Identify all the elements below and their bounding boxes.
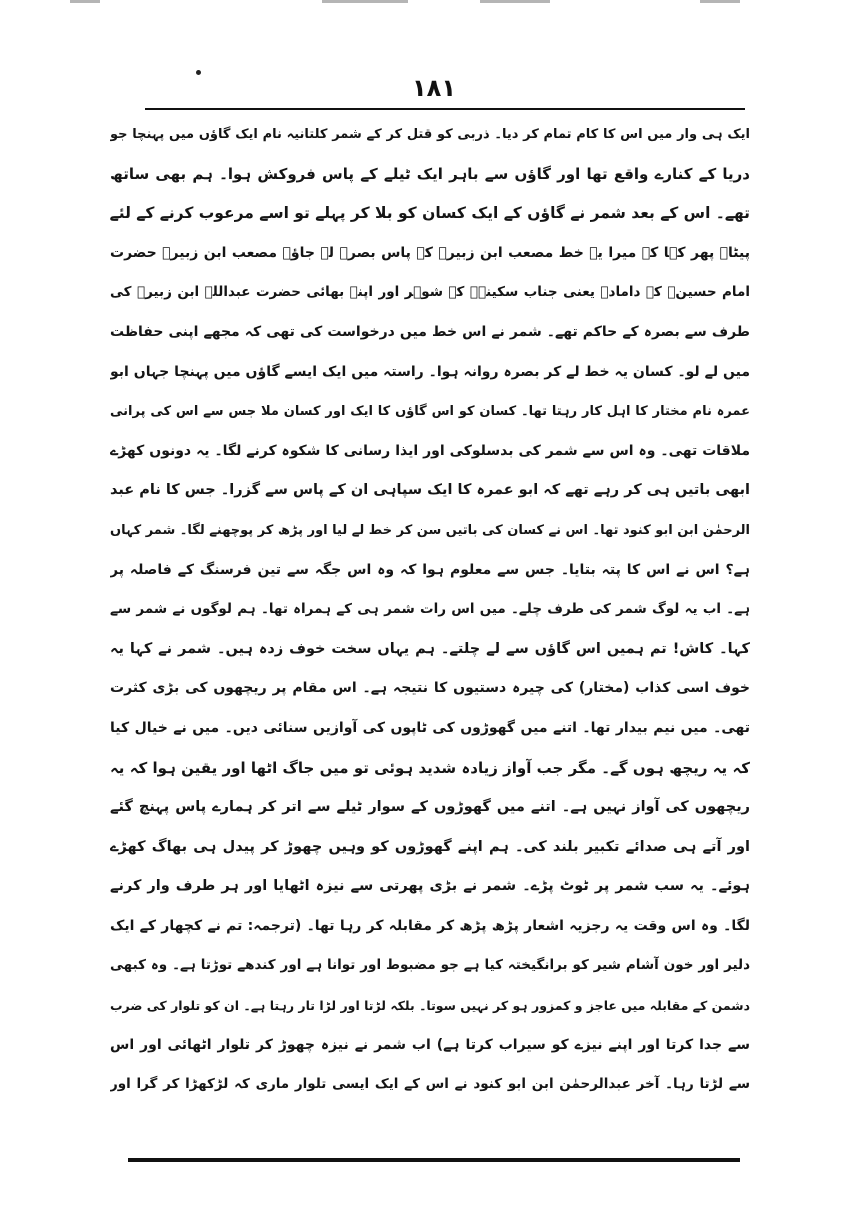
text-line: دلیر اور خون آشام شیر کو برانگیختہ کیا ہے جو مضبوط اور توانا ہے اور کندھے توڑتا ہے۔ وہ کبھی bbox=[110, 957, 750, 974]
footer-rule bbox=[128, 1158, 740, 1162]
text-line: امام حسینؓ کے داماد۔ یعنی جناب سکینہؓ کے شوہر اور اپنے بھائی حضرت عبداللہ ابن زبیرؓ کی bbox=[110, 284, 750, 301]
text-line: ہے؟ اس نے اس کا پتہ بتایا۔ جس سے معلوم ہوا کہ وہ اس جگہ سے تین فرسنگ کے فاصلہ پر bbox=[110, 561, 750, 578]
text-line: تھے۔ اس کے بعد شمر نے گاؤں کے ایک کسان کو بلا کر پہلے تو اسے مرعوب کرنے کے لئے bbox=[110, 204, 750, 223]
text-line: طرف سے بصرہ کے حاکم تھے۔ شمر نے اس خط میں درخواست کی تھی کہ مجھے اپنی حفاظت bbox=[110, 323, 750, 340]
text-line: میں لے لو۔ کسان یہ خط لے کر بصرہ روانہ ہوا۔ راستہ میں ایک ایسے گاؤں میں پہنچا جہاں ابو bbox=[110, 363, 750, 380]
text-line: سے جدا کرتا اور اپنے نیزے کو سیراب کرتا ہے) اب شمر نے نیزہ چھوڑ کر تلوار اٹھائی اور اس bbox=[110, 1036, 750, 1053]
text-line: ہوئے۔ یہ سب شمر پر ٹوٹ پڑے۔ شمر نے بڑی پھرتی سے نیزہ اٹھایا اور ہر طرف وار کرنے bbox=[110, 878, 750, 895]
header-rule bbox=[145, 108, 745, 110]
text-line: دشمن کے مقابلہ میں عاجز و کمزور ہو کر نہیں سوتا۔ بلکہ لڑتا اور لڑا تار رہتا ہے۔ ان کو تلوار کی ضرب bbox=[110, 998, 750, 1014]
text-line: اور آتے ہی صدائے تکبیر بلند کی۔ ہم اپنے گھوڑوں کو وہیں چھوڑ کر پیدل ہی بھاگ کھڑے bbox=[110, 838, 750, 855]
text-line: سے لڑتا رہا۔ آخر عبدالرحمٰن ابن ابو کنود نے اس کے ایک ایسی تلوار ماری کہ لڑکھڑا کر گرا اور bbox=[110, 1076, 750, 1093]
text-line: دریا کے کنارے واقع تھا اور گاؤں سے باہر ایک ٹیلے کے پاس فروکش ہوا۔ ہم بھی ساتھ bbox=[110, 164, 750, 183]
text-line: ابھی باتیں ہی کر رہے تھے کہ ابو عمرہ کا ایک سپاہی ان کے پاس سے گزرا۔ جس کا نام عبد bbox=[110, 482, 750, 499]
text-line: تھی۔ میں نیم بیدار تھا۔ اتنے میں گھوڑوں کی ٹاپوں کی آوازیں سنائی دیں۔ میں نے خیال کیا bbox=[110, 719, 750, 736]
text-line: کہا۔ کاش! تم ہمیں اس گاؤں سے لے چلتے۔ ہم یہاں سخت خوف زدہ ہیں۔ شمر نے کہا یہ bbox=[110, 640, 750, 657]
text-line: ریچھوں کی آواز نہیں ہے۔ اتنے میں گھوڑوں کے سوار ٹیلے سے اتر کر ہمارے پاس پہنچ گئے bbox=[110, 799, 750, 816]
text-line: کہ یہ ریچھ ہوں گے۔ مگر جب آواز زیادہ شدید ہوئی تو میں جاگ اٹھا اور یقین ہوا کہ یہ bbox=[110, 758, 750, 777]
page-number: ۱۸۱ bbox=[412, 74, 456, 102]
text-line: ہے۔ اب یہ لوگ شمر کی طرف چلے۔ میں اس رات شمر ہی کے ہمراہ تھا۔ ہم لوگوں نے شمر سے bbox=[110, 601, 750, 618]
scan-edge-marks bbox=[60, 0, 820, 8]
text-line: لگا۔ وہ اس وقت یہ رجزیہ اشعار پڑھ پڑھ کر مقابلہ کر رہا تھا۔ (ترجمہ: تم نے کچھار کے ایک bbox=[110, 917, 750, 934]
text-line: پیٹا۔ پھر کہا کہ میرا یہ خط مصعب ابن زبیرؓ کے پاس بصرہ لے جاؤ۔ مصعب ابن زبیرؓ حضرت bbox=[110, 244, 750, 261]
text-line: خوف اسی کذاب (مختار) کی چیرہ دستیوں کا نتیجہ ہے۔ اس مقام پر ریچھوں کی بڑی کثرت bbox=[110, 680, 750, 697]
text-line: الرحمٰن ابن ابو کنود تھا۔ اس نے کسان کی باتیں سن کر خط لے لیا اور پڑھ کر پوچھنے لگا۔ شمر کہاں bbox=[110, 522, 750, 538]
text-line: عمرہ نام مختار کا اہل کار رہتا تھا۔ کسان کو اس گاؤں کا ایک اور کسان ملا جس سے اس کی پرانی bbox=[110, 404, 750, 420]
text-line: ملاقات تھی۔ وہ اس سے شمر کی بدسلوکی اور ایذا رسانی کا شکوہ کرنے لگا۔ یہ دونوں کھڑے bbox=[110, 442, 750, 459]
body-text bbox=[110, 115, 750, 1155]
text-line: ایک ہی وار میں اس کا کام تمام کر دیا۔ ذربی کو قتل کر کے شمر کلتانیہ نام ایک گاؤں میں پہنچا جو bbox=[110, 127, 750, 142]
